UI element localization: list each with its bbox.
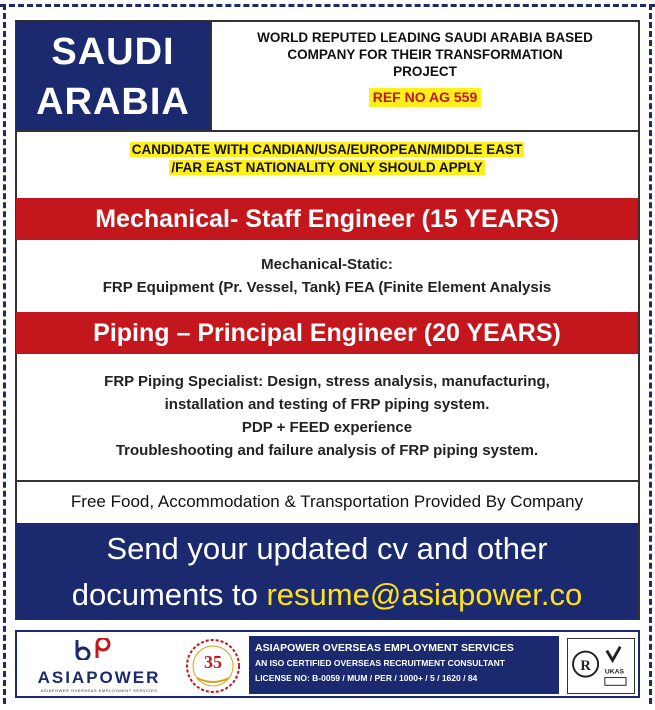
svg-text:35: 35	[204, 652, 222, 672]
reference-number: REF NO AG 559	[369, 88, 482, 107]
dashed-border-right	[649, 4, 652, 704]
nationality-line-2: /FAR EAST NATIONALITY ONLY SHOULD APPLY	[171, 160, 483, 175]
iso-certification-icon	[567, 638, 635, 694]
position-title-piping: Piping – Principal Engineer (20 YEARS)	[16, 312, 638, 354]
cta-banner	[16, 523, 638, 619]
dashed-border-left	[3, 4, 6, 704]
license-number: LICENSE NO: B-0059 / MUM / PER / 1000+ / 5 / 1620 / 84	[255, 673, 478, 683]
anniversary-seal-icon	[185, 638, 241, 694]
company-line-2: COMPANY FOR THEIR TRANSFORMATION	[287, 47, 563, 62]
detail-line: FRP Piping Specialist: Design, stress analysis, manufacturing,	[104, 373, 550, 390]
agency-name: ASIAPOWER OVERSEAS EMPLOYMENT SERVICES	[255, 642, 514, 654]
divider	[16, 480, 638, 482]
footer-bar	[15, 630, 640, 698]
detail-line: PDP + FEED experience	[241, 419, 413, 436]
dashed-border-top	[0, 4, 655, 7]
company-line-1: WORLD REPUTED LEADING SAUDI ARABIA BASED	[257, 30, 593, 45]
cta-line-2: documents to	[71, 577, 267, 612]
country-line-2: ARABIA	[36, 81, 190, 123]
position-details-piping	[16, 370, 638, 462]
company-logo	[23, 636, 175, 694]
country-line-1: SAUDI	[51, 31, 175, 73]
cta-line-1: Send your updated cv and other	[106, 531, 548, 566]
agency-subtitle: AN ISO CERTIFIED OVERSEAS RECRUITMENT CONSULTANT	[255, 658, 505, 668]
detail-line: Mechanical-Static:	[261, 256, 393, 273]
detail-line: Troubleshooting and failure analysis of FRP piping system.	[115, 442, 539, 459]
company-line-3: PROJECT	[393, 64, 457, 79]
svg-text:R: R	[580, 657, 591, 674]
detail-line: FRP Equipment (Pr. Vessel, Tank) FEA (Finite Element Analysis	[102, 279, 552, 296]
position-title-mechanical: Mechanical- Staff Engineer (15 YEARS)	[16, 198, 638, 240]
country-block	[16, 21, 210, 131]
company-description	[210, 21, 638, 131]
logo-name: ASIAPOWER	[37, 668, 161, 687]
divider	[16, 130, 638, 132]
benefits-text: Free Food, Accommodation & Transportation Provided By Company	[70, 492, 584, 511]
position-details-mechanical	[16, 253, 638, 299]
nationality-line-1: CANDIDATE WITH CANDIAN/USA/EUROPEAN/MIDDLE EAST	[131, 142, 523, 157]
logo-mark-icon	[73, 638, 113, 660]
nationality-requirement	[16, 141, 638, 177]
svg-text:UKAS: UKAS	[604, 668, 625, 676]
logo-tagline: ASIAPOWER OVERSEAS EMPLOYMENT SERVICES	[40, 688, 158, 693]
detail-line: installation and testing of FRP piping system.	[164, 396, 490, 413]
agency-info	[249, 636, 559, 694]
email-link[interactable]: resume@asiapower.co	[266, 577, 583, 612]
